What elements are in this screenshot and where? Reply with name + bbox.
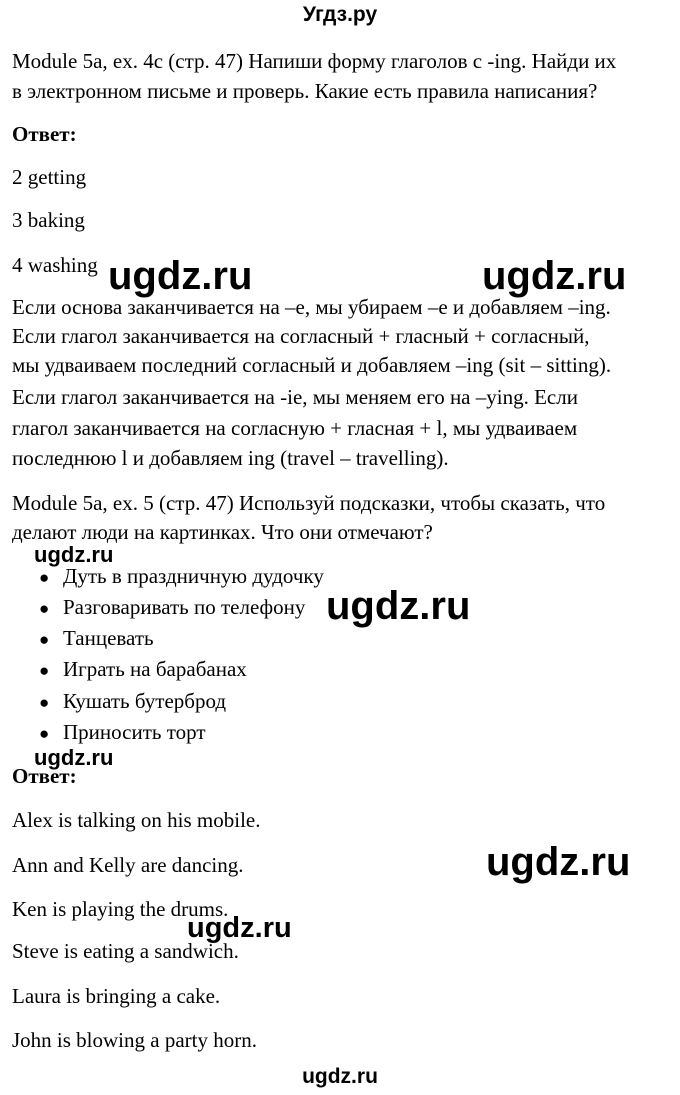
exercise1-answer-1: 2 getting xyxy=(12,165,87,189)
exercise2-answer-6: John is blowing a party horn. xyxy=(12,1028,257,1052)
exercise2-answer-label: Ответ: xyxy=(12,764,77,788)
exercise1-rule-line-2: Если глагол заканчивается на согласный + гласный + согласный, xyxy=(12,324,590,348)
exercise2-answer-2: Ann and Kelly are dancing. xyxy=(12,853,244,877)
exercise1-rule-line-3: мы удваиваем последний согласный и добавляем –ing (sit – sitting). xyxy=(12,353,612,377)
watermark: ugdz.ru xyxy=(108,254,253,298)
exercise1-rule-line-4: Если глагол заканчивается на -ie, мы меняем его на –ying. Если xyxy=(12,385,578,409)
exercise1-task-line-2: в электронном письме и проверь. Какие есть правила написания? xyxy=(12,79,598,103)
bullet-icon: ● xyxy=(39,724,50,743)
exercise2-answer-5: Laura is bringing a cake. xyxy=(12,984,221,1008)
bullet-icon: ● xyxy=(39,568,50,587)
watermark: ugdz.ru xyxy=(482,254,627,298)
site-header: Угдз.ру xyxy=(302,3,378,26)
bullet-icon: ● xyxy=(39,693,50,712)
exercise2-task-line-2: делают люди на картинках. Что они отмечают? xyxy=(12,520,433,544)
bullet-icon: ● xyxy=(39,599,50,618)
exercise2-answer-1: Alex is talking on his mobile. xyxy=(12,808,261,832)
watermark: ugdz.ru xyxy=(34,745,114,770)
bullet-icon: ● xyxy=(39,661,50,680)
watermark: ugdz.ru xyxy=(187,912,292,944)
exercise1-task-line-1: Module 5a, ex. 4c (стр. 47) Напиши форму глаголов с -ing. Найди их xyxy=(12,49,617,73)
list-item xyxy=(39,625,154,653)
list-item xyxy=(39,719,206,747)
exercise1-answer-3: 4 washing xyxy=(12,253,98,277)
exercise2-answer-4: Steve is eating a sandwich. xyxy=(12,939,239,963)
list-item xyxy=(39,688,226,716)
watermark: ugdz.ru xyxy=(326,584,471,628)
exercise1-rule-line-6: последнюю l и добавляем ing (travel – travelling). xyxy=(12,446,449,470)
list-item-text: Кушать бутерброд xyxy=(63,689,227,713)
exercise1-rule-line-1: Если основа заканчивается на –е, мы убираем –е и добавляем –ing. xyxy=(12,295,611,319)
exercise1-answer-2: 3 baking xyxy=(12,208,85,232)
list-item-text: Играть на барабанах xyxy=(63,657,247,681)
bullet-icon: ● xyxy=(39,630,50,649)
site-footer: ugdz.ru xyxy=(302,1065,378,1088)
exercise1-answer-label: Ответ: xyxy=(12,122,77,146)
list-item-text: Дуть в праздничную дудочку xyxy=(63,564,324,588)
watermark: ugdz.ru xyxy=(486,840,631,884)
exercise1-rule-line-5: глагол заканчивается на согласную + гласная + l, мы удваиваем xyxy=(12,416,578,440)
list-item-text: Разговаривать по телефону xyxy=(63,595,306,619)
list-item xyxy=(39,656,247,684)
list-item xyxy=(39,594,305,622)
list-item-text: Приносить торт xyxy=(63,720,206,744)
exercise2-answer-3: Ken is playing the drums. xyxy=(12,897,229,921)
list-item-text: Танцевать xyxy=(63,626,154,650)
exercise2-task-line-1: Module 5a, ex. 5 (стр. 47) Используй подсказки, чтобы сказать, что xyxy=(12,491,606,515)
watermark: ugdz.ru xyxy=(34,542,114,567)
